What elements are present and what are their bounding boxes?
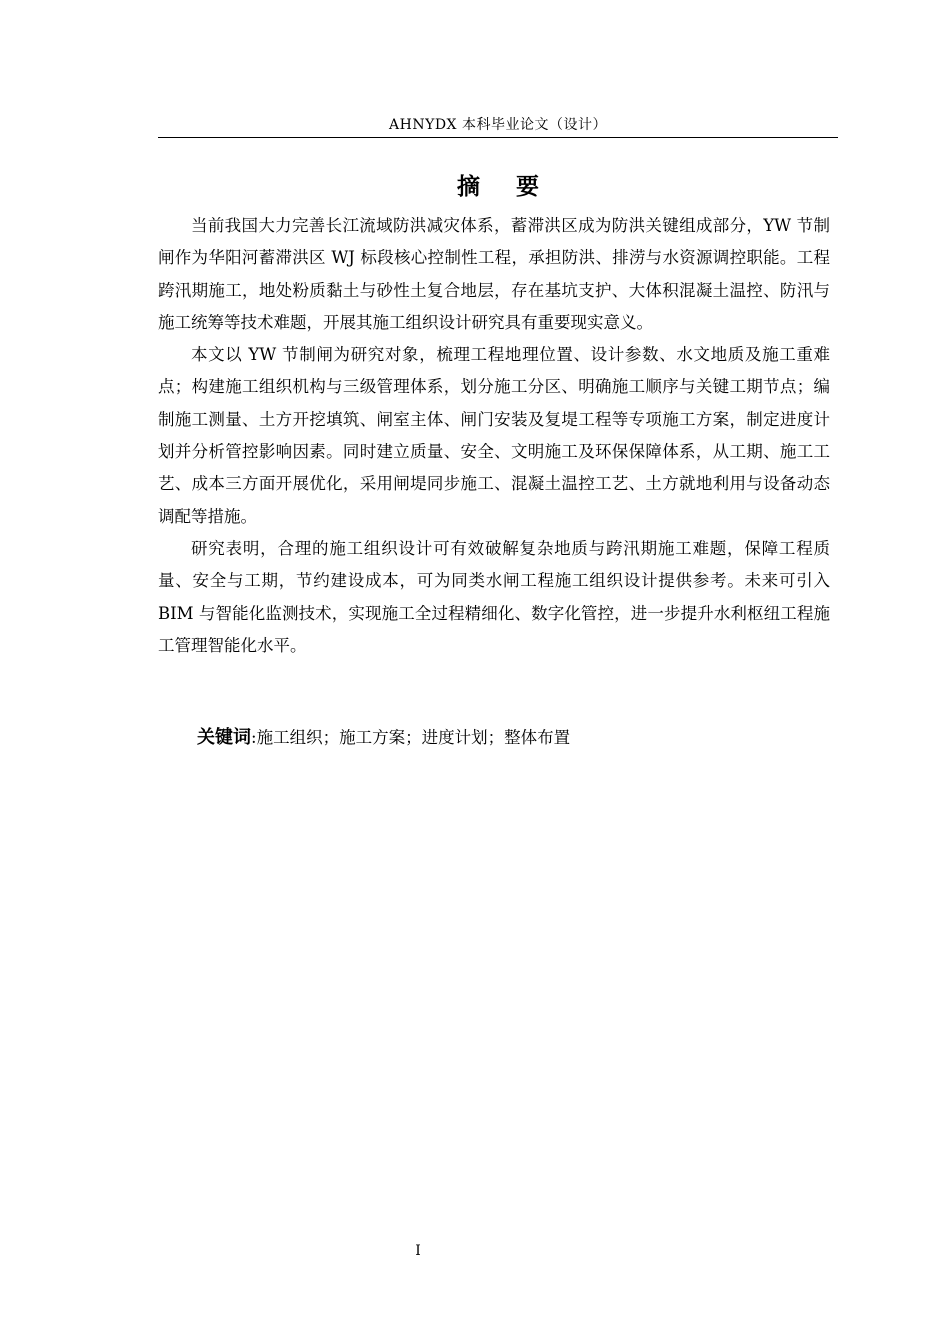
keywords-items: 施工组织；施工方案；进度计划；整体布置 <box>256 728 571 747</box>
keywords-line <box>197 722 837 754</box>
header-divider <box>158 137 838 138</box>
abstract-paragraph-2: 本文以 YW 节制闸为研究对象，梳理工程地理位置、设计参数、水文地质及施工重难点；构建施工组织机构与三级管理体系，划分施工分区、明确施工顺序与关键工期节点；编制施工测量、土方开挖填筑、闸室主体、闸门安装及复堤工程等专项施工方案，制定进度计划并分析管控影响因素。同时建立质量、安全、文明施工及环保保障体系，从工期、施工工艺、成本三方面开展优化，采用闸堤同步施工、混凝土温控工艺、土方就地利用与设备动态调配等措施。 <box>158 345 830 526</box>
running-header: AHNYDX 本科毕业论文（设计） <box>389 117 607 133</box>
abstract-body <box>158 210 830 662</box>
abstract-paragraph-3: 研究表明，合理的施工组织设计可有效破解复杂地质与跨汛期施工难题，保障工程质量、安全与工期，节约建设成本，可为同类水闸工程施工组织设计提供参考。未来可引入 BIM 与智能化监测技术，实现施工全过程精细化、数字化管控，进一步提升水利枢纽工程施工管理智能化水平。 <box>158 538 830 655</box>
keywords-separator: : <box>251 728 257 747</box>
page-number: I <box>415 1243 421 1259</box>
abstract-paragraph-1: 当前我国大力完善长江流域防洪减灾体系，蓄滞洪区成为防洪关键组成部分，YW 节制闸作为华阳河蓄滞洪区 WJ 标段核心控制性工程，承担防洪、排涝与水资源调控职能。工程跨汛期施工，地处粉质黏土与砂性土复合地层，存在基坑支护、大体积混凝土温控、防汛与施工统筹等技术难题，开展其施工组织设计研究具有重要现实意义。 <box>158 216 830 332</box>
keywords-label: 关键词 <box>197 727 251 748</box>
abstract-title: 摘 要 <box>456 174 553 200</box>
